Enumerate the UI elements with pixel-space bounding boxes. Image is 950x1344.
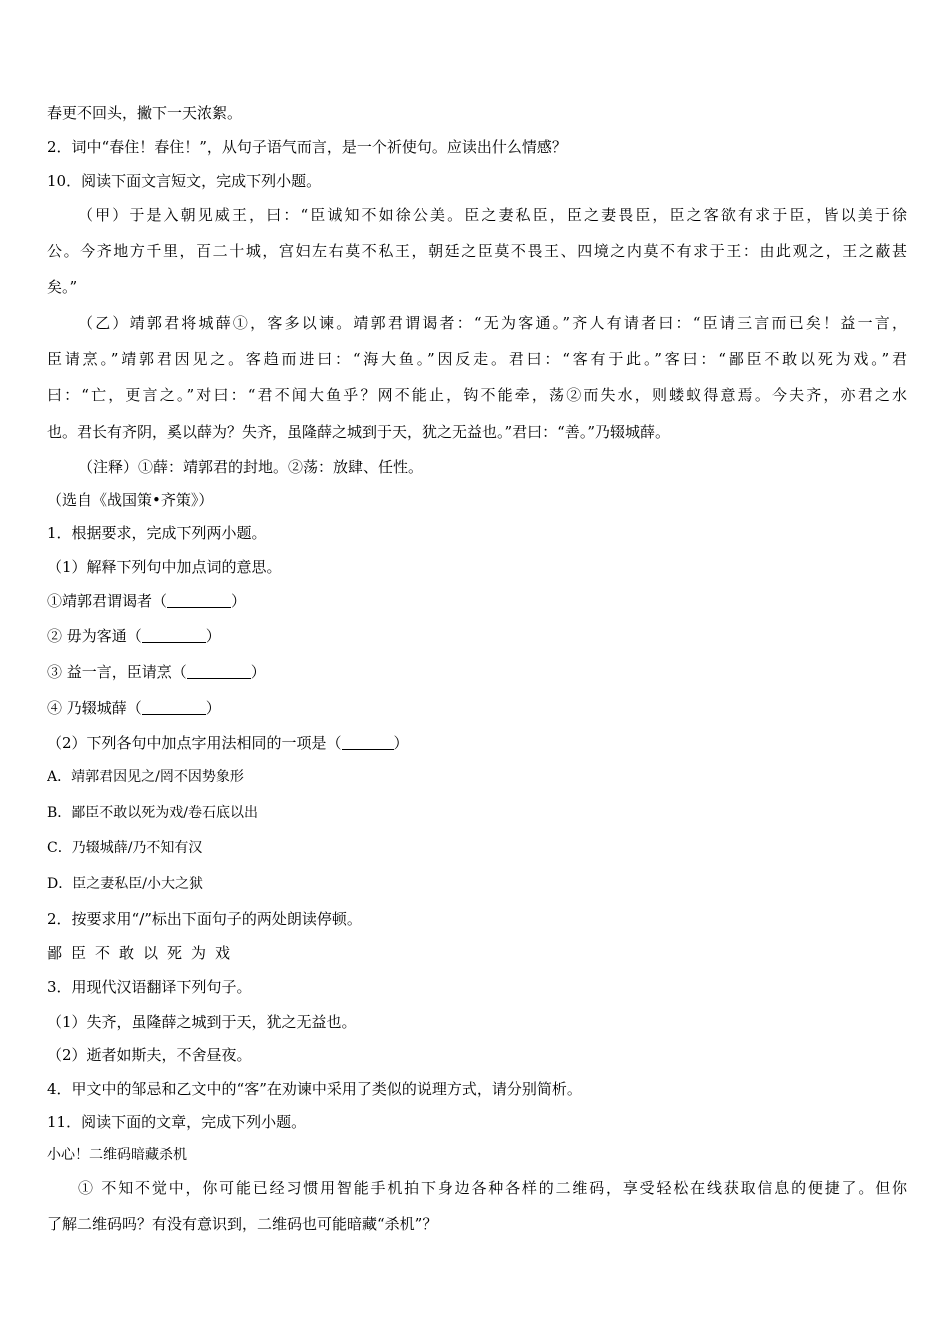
- passage-yi-line: 曰：“亡，更言之。”对曰：“君不闻大鱼乎？网不能止，钩不能牵，荡②而失水，则蝼蚁得意焉。今夫齐，亦君之水: [47, 386, 907, 404]
- answer-blank[interactable]: [142, 627, 206, 643]
- article-paragraph-line: ① 不知不觉中，你可能已经习惯用智能手机拍下身边各种各样的二维码，享受轻松在线获取信息的便捷了。但你: [78, 1179, 907, 1197]
- sub-question-1-heading: 1．根据要求，完成下列两小题。: [47, 524, 267, 542]
- sub-question-3-heading: 3．用现代汉语翻译下列句子。: [47, 978, 252, 996]
- question-11-heading: 11．阅读下面的文章，完成下列小题。: [47, 1113, 307, 1131]
- fill-item-4: ④ 乃辍城薛（ ）: [47, 699, 221, 717]
- option-c: C．乃辍城薛/乃不知有汉: [47, 840, 203, 856]
- passage-jia-line: 公。今齐地方千里，百二十城，宫妇左右莫不私王，朝廷之臣莫不畏王、四境之内莫不有求于王：由此观之，王之蔽甚: [47, 242, 907, 260]
- sub-question-1-2-prompt: （2）下列各句中加点字用法相同的一项是（ ）: [47, 734, 409, 752]
- translate-item-2: （2）逝者如斯夫，不舍昼夜。: [47, 1046, 252, 1064]
- passage-yi-line: （乙）靖郭君将城薛①，客多以谏。靖郭君谓谒者：“无为客通。”齐人有请者曰：“臣请三言而已矣！益一言，: [78, 314, 907, 332]
- passage-yi-line: 也。君长有齐阴，奚以薛为？失齐，虽隆薛之城到于天，犹之无益也。”君曰：“善。”乃辍城薛。: [47, 423, 671, 441]
- source-line: （选自《战国策•齐策》）: [47, 491, 214, 509]
- text-line: 春更不回头，撇下一天浓絮。: [47, 104, 243, 122]
- answer-blank[interactable]: [167, 592, 231, 608]
- article-paragraph-line: 了解二维码吗？有没有意识到，二维码也可能暗藏“杀机”？: [47, 1215, 438, 1233]
- sub-question-2-heading: 2．按要求用“/”标出下面句子的两处朗读停顿。: [47, 910, 362, 928]
- sub-question-1-1-prompt: （1）解释下列句中加点词的意思。: [47, 558, 282, 576]
- translate-item-1: （1）失齐，虽隆薛之城到于天，犹之无益也。: [47, 1013, 357, 1031]
- article-title: 小心！二维码暗藏杀机: [47, 1147, 187, 1163]
- passage-jia-line: 矣。”: [47, 278, 78, 296]
- fill-item-2: ② 毋为客通（ ）: [47, 627, 221, 645]
- option-d: D．臣之妻私臣/小大之狱: [47, 876, 203, 892]
- option-a: A．靖郭君因见之/罔不因势象形: [47, 769, 244, 785]
- answer-blank[interactable]: [187, 663, 251, 679]
- annotation-line: （注释）①薛：靖郭君的封地。②荡：放肆、任性。: [78, 458, 424, 476]
- passage-jia-line: （甲）于是入朝见威王，曰：“臣诚知不如徐公美。臣之妻私臣，臣之妻畏臣，臣之客欲有求于臣，皆以美于徐: [78, 206, 907, 224]
- question-2-line: 2．词中“春住！春住！”，从句子语气而言，是一个祈使句。应读出什么情感？: [47, 138, 567, 156]
- pause-sentence: 鄙臣不敢以死为戏: [47, 944, 240, 962]
- answer-blank[interactable]: [142, 699, 206, 715]
- option-b: B．鄙臣不敢以死为戏/卷石底以出: [47, 805, 259, 821]
- fill-item-3: ③ 益一言，臣请烹（ ）: [47, 663, 266, 681]
- fill-item-1: ①靖郭君谓谒者（ ）: [47, 592, 247, 610]
- sub-question-4-heading: 4．甲文中的邹忌和乙文中的“客”在劝谏中采用了类似的说理方式，请分别简析。: [47, 1080, 582, 1098]
- question-10-heading: 10．阅读下面文言短文，完成下列小题。: [47, 172, 322, 190]
- passage-yi-line: 臣请烹。”靖郭君因见之。客趋而进曰：“海大鱼。”因反走。君曰：“客有于此。”客曰：“鄙臣不敢以死为戏。”君: [47, 350, 907, 368]
- answer-blank[interactable]: [342, 734, 394, 750]
